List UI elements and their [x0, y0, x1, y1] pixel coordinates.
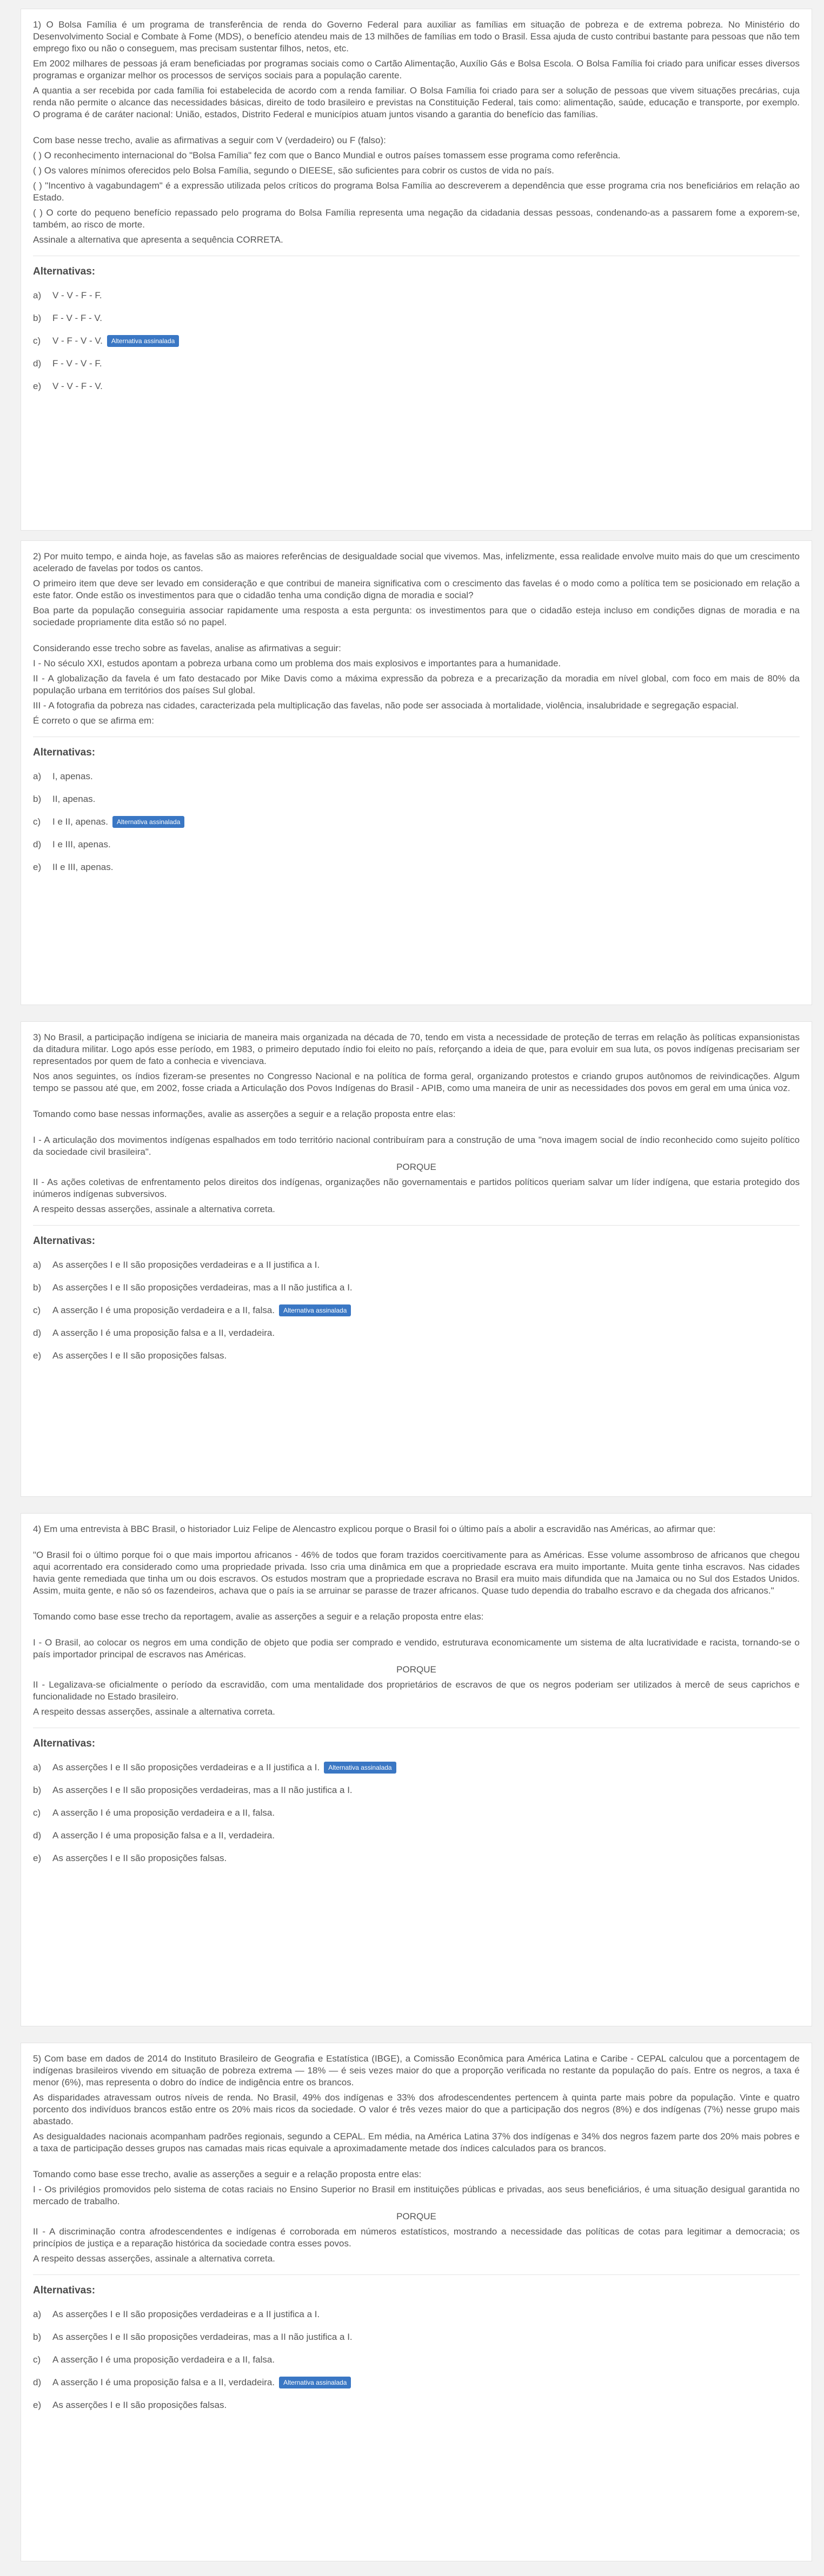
question-prompt	[33, 19, 800, 246]
statement: ( ) "Incentivo à vagabundagem" é a expressão utilizada pelos críticos do programa Bolsa Família ao descreverem a dependência que esse programa cria nos beneficiários em relação ao Estado.	[33, 180, 800, 203]
alternative-text: As asserções I e II são proposições verdadeiras, mas a II não justifica a I.	[52, 1785, 353, 1795]
question-paragraph: 2) Por muito tempo, e ainda hoje, as favelas são as maiores referências de desigualdade social que vivemos. Mas, infelizmente, essa realidade envolve muito mais do que um crescimento acelerado de favelas por todos os cantos.	[33, 551, 800, 573]
alternative-text: A asserção I é uma proposição falsa e a II, verdadeira.	[52, 1830, 275, 1841]
selected-badge: Alternativa assinalada	[279, 2377, 351, 2388]
question-paragraph: 5) Com base em dados de 2014 do Instituto Brasileiro de Geografia e Estatística (IBGE), a Comissão Econômica para América Latina e Caribe - CEPAL calculou que a porcentagem de indígenas brasileiros vivendo em situação de pobreza extrema — 18% — é seis vezes maior do que a proporção verificada no restante da população do país. Entre os negros, a taxa é menor (6%), mas representa o dobro do índice de indigência entre os brancos.	[33, 2053, 800, 2087]
alternative-letter: c)	[33, 1305, 41, 1315]
alternatives-title: Alternativas:	[33, 266, 96, 277]
alternative-d[interactable]	[33, 839, 800, 851]
question-prompt	[33, 551, 800, 727]
alternative-text: I, apenas.	[52, 771, 93, 781]
question-paragraph: Boa parte da população conseguiria associar rapidamente uma resposta a esta pergunta: os investimentos para que o cidadão esteja incluso em condições dignas de moradia e na sociedade propriamente dita estão só no papel.	[33, 605, 800, 627]
alternative-letter: e)	[33, 1350, 42, 1361]
alternative-text: V - V - F - F.	[52, 290, 102, 300]
question-paragraph: A quantia a ser recebida por cada família foi estabelecida de acordo com a renda familiar. O Bolsa Família foi criado para ser a solução de pessoas que vivem situações precárias, cuja renda não permite o alcance das necessidades básicas, direito de todo brasileiro e previstas na Constituição Federal, tais como: alimentação, saúde, educação e transporte, por exemplo. O programa é de caráter nacional: União, estados, Distrito Federal e municípios atuam juntos visando a garantia do benefício das famílias.	[33, 85, 800, 119]
alternative-b[interactable]	[33, 312, 800, 324]
alternative-letter: a)	[33, 1762, 42, 1772]
statement: ( ) O reconhecimento internacional do "Bolsa Família" fez com que o Banco Mundial e outros países tomassem esse programa como referência.	[33, 150, 621, 160]
porque-label: PORQUE	[396, 1664, 436, 1675]
statement: II - A globalização da favela é um fato destacado por Mike Davis como a máxima expressão da pobreza e a precarização da moradia em nível global, com foco em mais de 80% da população urbana em territórios dos países Sul global.	[33, 673, 800, 695]
alternative-letter: d)	[33, 2377, 42, 2387]
question-card-2	[21, 540, 812, 1005]
assertion-1: I - A articulação dos movimentos indígenas espalhados em todo território nacional contribuíram para a construção de uma "nova imagem social de índio reconhecido como sujeito político da sociedade civil brasileira".	[33, 1135, 800, 1157]
alternative-text: As asserções I e II são proposições verdadeiras, mas a II não justifica a I.	[52, 1282, 353, 1293]
question-paragraph: 3) No Brasil, a participação indígena se iniciaria de maneira mais organizada na década de 70, tendo em vista a necessidade de proteção de terras em relação às políticas expansionistas da ditadura militar. Logo após esse período, em 1983, o primeiro deputado índio foi eleito no país, reforçando a ideia de que, para evoluir em sua luta, os povos indígenas precisariam ser representados por quem de fato a conhecia e vivenciava.	[33, 1032, 800, 1066]
alternative-e[interactable]	[33, 2399, 800, 2411]
alternative-d[interactable]	[33, 2377, 800, 2388]
alternative-letter: b)	[33, 1785, 42, 1795]
alternative-text: F - V - V - F.	[52, 358, 102, 369]
question-prompt	[33, 1032, 800, 1215]
alternative-text: As asserções I e II são proposições verdadeiras e a II justifica a I.	[52, 1260, 320, 1270]
alternative-text: As asserções I e II são proposições verdadeiras e a II justifica a I.	[52, 2309, 320, 2319]
selected-badge: Alternativa assinalada	[324, 1762, 396, 1774]
alternative-d[interactable]	[33, 358, 800, 370]
question-instruction: É correto o que se afirma em:	[33, 715, 154, 726]
alternative-b[interactable]	[33, 1784, 800, 1796]
selected-badge: Alternativa assinalada	[279, 1304, 351, 1316]
question-card-5	[21, 2043, 812, 2561]
alternative-letter: a)	[33, 290, 42, 300]
question-paragraph: As disparidades atravessam outros níveis de renda. No Brasil, 49% dos indígenas e 33% dos afrodescendentes pertencem à quinta parte mais pobre da população. Vinte e quatro porcento dos indivíduos brancos estão entre os 20% mais ricos da sociedade. O valor é três vezes maior do que a participação dos negros (8%) e dos indígenas (7%) nesse grupo mais abastado.	[33, 2092, 800, 2126]
alternative-letter: d)	[33, 358, 42, 369]
alternative-text: As asserções I e II são proposições falsas.	[52, 1350, 227, 1361]
alternative-letter: c)	[33, 336, 41, 346]
question-instruction: A respeito dessas asserções, assinale a alternativa correta.	[33, 1707, 275, 1717]
alternative-text: A asserção I é uma proposição verdadeira e a II, falsa.	[52, 1305, 275, 1315]
alternative-a[interactable]	[33, 2309, 800, 2320]
alternative-c[interactable]	[33, 816, 800, 828]
selected-badge: Alternativa assinalada	[112, 816, 184, 828]
question-card-1	[21, 9, 812, 531]
alternative-b[interactable]	[33, 1282, 800, 1294]
question-instruction: Assinale a alternativa que apresenta a sequência CORRETA.	[33, 235, 283, 245]
alternative-letter: e)	[33, 862, 42, 872]
alternative-text: A asserção I é uma proposição falsa e a II, verdadeira.	[52, 2377, 275, 2387]
question-paragraph: 4) Em uma entrevista à BBC Brasil, o historiador Luiz Felipe de Alencastro explicou porque o Brasil foi o último país a abolir a escravidão nas Américas, ao afirmar que:	[33, 1524, 716, 1534]
alternative-letter: a)	[33, 2309, 42, 2319]
alternative-a[interactable]	[33, 290, 800, 302]
question-prompt	[33, 2053, 800, 2265]
alternative-text: As asserções I e II são proposições falsas.	[52, 2400, 227, 2410]
alternative-letter: b)	[33, 794, 42, 804]
alternative-a[interactable]	[33, 1762, 800, 1774]
alternative-letter: e)	[33, 381, 42, 391]
alternative-b[interactable]	[33, 2331, 800, 2343]
alternative-letter: e)	[33, 2400, 42, 2410]
alternative-e[interactable]	[33, 1852, 800, 1864]
alternative-letter: b)	[33, 2332, 42, 2342]
alternatives-title: Alternativas:	[33, 747, 96, 758]
alternative-e[interactable]	[33, 861, 800, 873]
question-instruction: A respeito dessas asserções, assinale a alternativa correta.	[33, 2253, 275, 2264]
alternative-text: I e II, apenas.	[52, 817, 109, 827]
alternative-letter: a)	[33, 771, 42, 781]
question-instruction: A respeito dessas asserções, assinale a alternativa correta.	[33, 1204, 275, 1214]
alternatives-title: Alternativas:	[33, 2285, 96, 2296]
question-card-4	[21, 1513, 812, 2026]
alternative-letter: c)	[33, 2354, 41, 2365]
alternative-a[interactable]	[33, 1259, 800, 1271]
alternative-letter: b)	[33, 1282, 42, 1293]
question-paragraph: Em 2002 milhares de pessoas já eram beneficiadas por programas sociais como o Cartão Alimentação, Auxílio Gás e Bolsa Escola. O Bolsa Família foi criado para unificar esses diversos programas e organizar melhor os processos de serviços sociais para a população carente.	[33, 58, 800, 81]
alternative-text: A asserção I é uma proposição verdadeira e a II, falsa.	[52, 1808, 275, 1818]
alternative-letter: d)	[33, 839, 42, 849]
alternative-d[interactable]	[33, 1327, 800, 1339]
question-instruction: Tomando como base esse trecho da reportagem, avalie as asserções a seguir e a relação proposta entre elas:	[33, 1611, 484, 1622]
alternative-letter: c)	[33, 817, 41, 827]
alternative-e[interactable]	[33, 380, 800, 392]
question-paragraph: 1) O Bolsa Família é um programa de transferência de renda do Governo Federal para auxiliar as famílias em situação de pobreza e de extrema pobreza. No Ministério do Desenvolvimento Social e Combate à Fome (MDS), o benefício atendeu mais de 13 milhões de famílias em todo o Brasil. Essa ajuda de custo contribui bastante para pessoas que não tem emprego fixo ou não o conseguem, mas precisam sustentar filhos, netos, etc.	[33, 19, 800, 53]
selected-badge: Alternativa assinalada	[107, 335, 179, 347]
divider	[33, 2274, 800, 2275]
question-paragraph: As desigualdades nacionais acompanham padrões regionais, segundo a CEPAL. Em média, na América Latina 37% dos indígenas e 34% dos negros fazem parte dos 20% mais pobres e a taxa de participação desses grupos nas camadas mais ricas equivale a aproximadamente metade dos índices calculados para os brancos.	[33, 2131, 800, 2153]
alternative-letter: d)	[33, 1830, 42, 1841]
alternative-letter: b)	[33, 313, 42, 323]
assertion-2: II - A discriminação contra afrodescendentes e indígenas é corroborada em números estatísticos, mostrando a necessidade das políticas de cotas para legitimar a democracia; os princípios de justiça e a reparação histórica da sociedade contra esses povos.	[33, 2226, 800, 2249]
alternative-text: F - V - F - V.	[52, 313, 102, 323]
alternative-c[interactable]	[33, 1304, 800, 1316]
alternative-text: V - F - V - V.	[52, 336, 103, 346]
alternatives-title: Alternativas:	[33, 1235, 96, 1247]
alternative-text: I e III, apenas.	[52, 839, 111, 849]
question-prompt	[33, 1523, 800, 1718]
alternative-letter: c)	[33, 1808, 41, 1818]
porque-label: PORQUE	[396, 1162, 436, 1172]
assertion-2: II - As ações coletivas de enfrentamento pelos direitos dos indígenas, organizações não governamentais e partidos políticos queriam salvar um líder indígena, que estaria protegido dos inúmeros indígenas subversivos.	[33, 1177, 800, 1199]
alternative-text: As asserções I e II são proposições verdadeiras e a II justifica a I.	[52, 1762, 320, 1772]
alternative-e[interactable]	[33, 1350, 800, 1362]
statement: I - No século XXI, estudos apontam a pobreza urbana como um problema dos mais explosivos e importantes para a humanidade.	[33, 658, 561, 668]
question-instruction: Tomando como base nessas informações, avalie as asserções a seguir e a relação proposta entre elas:	[33, 1109, 456, 1119]
divider	[33, 1225, 800, 1226]
alternative-c[interactable]	[33, 335, 800, 347]
alternative-text: As asserções I e II são proposições verdadeiras, mas a II não justifica a I.	[52, 2332, 353, 2342]
alternative-b[interactable]	[33, 793, 800, 805]
alternative-text: A asserção I é uma proposição falsa e a II, verdadeira.	[52, 1328, 275, 1338]
alternative-text: V - V - F - V.	[52, 381, 103, 391]
question-paragraph: Nos anos seguintes, os índios fizeram-se presentes no Congresso Nacional e na política de forma geral, organizando protestos e criando grupos autônomos de reivindicações. Algum tempo se passou até que, em 2002, fosse criada a Articulação dos Povos Indígenas do Brasil - APIB, como uma maneira de unir as necessidades dos povos em geral em uma única voz.	[33, 1071, 800, 1093]
quotation: "O Brasil foi o último porque foi o que mais importou africanos - 46% de todos que foram trazidos coercitivamente para as Américas. Esse volume assombroso de africanos que chegou aqui acorrentado era considerado como uma propriedade privada. Isso cria uma dinâmica em que a propriedade escrava era muito importante. Muita gente tinha escravos. Nas cidades havia gente remediada que tinha um ou dois escravos. Os estudos mostram que a propriedade escrava no Brasil era muito mais difundida que na Jamaica ou no Sul dos Estados Unidos. Assim, muita gente, e não só os fazendeiros, achava que o país ia se arruinar se parasse de trazer africanos. Quase tudo dependia do trabalho escravo e da chegada dos africanos."	[33, 1550, 800, 1596]
porque-label: PORQUE	[396, 2211, 436, 2222]
question-instruction: Tomando como base esse trecho, avalie as asserções a seguir e a relação proposta entre elas:	[33, 2169, 422, 2179]
question-instruction: Considerando esse trecho sobre as favelas, analise as afirmativas a seguir:	[33, 643, 341, 653]
alternative-letter: a)	[33, 1260, 42, 1270]
assertion-1: I - O Brasil, ao colocar os negros em uma condição de objeto que podia ser comprado e vendido, estruturava economicamente um sistema de alta lucratividade e racista, tornando-se o país importador principal de escravos nas Américas.	[33, 1637, 800, 1660]
alternative-a[interactable]	[33, 771, 800, 782]
question-paragraph: O primeiro item que deve ser levado em consideração e que contribui de maneira significativa com o crescimento das favelas é o modo como a política tem se posicionado em relação a este fator. Onde estão os investimentos para que o cidadão tenha uma condição digna de moradia e social?	[33, 578, 800, 600]
alternative-text: II, apenas.	[52, 794, 96, 804]
alternative-c[interactable]	[33, 2354, 800, 2366]
alternative-letter: d)	[33, 1328, 42, 1338]
alternative-text: A asserção I é uma proposição verdadeira e a II, falsa.	[52, 2354, 275, 2365]
alternative-text: II e III, apenas.	[52, 862, 114, 872]
question-instruction: Com base nesse trecho, avalie as afirmativas a seguir com V (verdadeiro) ou F (falso):	[33, 135, 386, 145]
alternative-d[interactable]	[33, 1830, 800, 1842]
statement: ( ) Os valores mínimos oferecidos pelo Bolsa Família, segundo o DIEESE, são suficientes para cobrir os custos de vida no país.	[33, 165, 554, 176]
statement: III - A fotografia da pobreza nas cidades, caracterizada pela multiplicação das favelas, não pode ser associada à mortalidade, violência, insalubridade e segregação espacial.	[33, 700, 739, 711]
statement: ( ) O corte do pequeno benefício repassado pelo programa do Bolsa Família representa uma negação da cidadania dessas pessoas, condenando-as a passarem fome a exporem-se, também, ao risco de morte.	[33, 208, 800, 230]
alternative-text: As asserções I e II são proposições falsas.	[52, 1853, 227, 1863]
alternatives-title: Alternativas:	[33, 1738, 96, 1749]
alternative-c[interactable]	[33, 1807, 800, 1819]
question-card-3	[21, 1021, 812, 1497]
assertion-1: I - Os privilégios promovidos pelo sistema de cotas raciais no Ensino Superior no Brasil em instituições públicas e privadas, aos seus beneficiários, é uma situação desigual garantida no mercado de trabalho.	[33, 2184, 800, 2206]
assertion-2: II - Legalizava-se oficialmente o período da escravidão, com uma mentalidade dos proprietários de escravos de que os negros poderiam ser utilizados à mercê de seus caprichos e funcionalidade no Estado brasileiro.	[33, 1680, 800, 1702]
alternative-letter: e)	[33, 1853, 42, 1863]
